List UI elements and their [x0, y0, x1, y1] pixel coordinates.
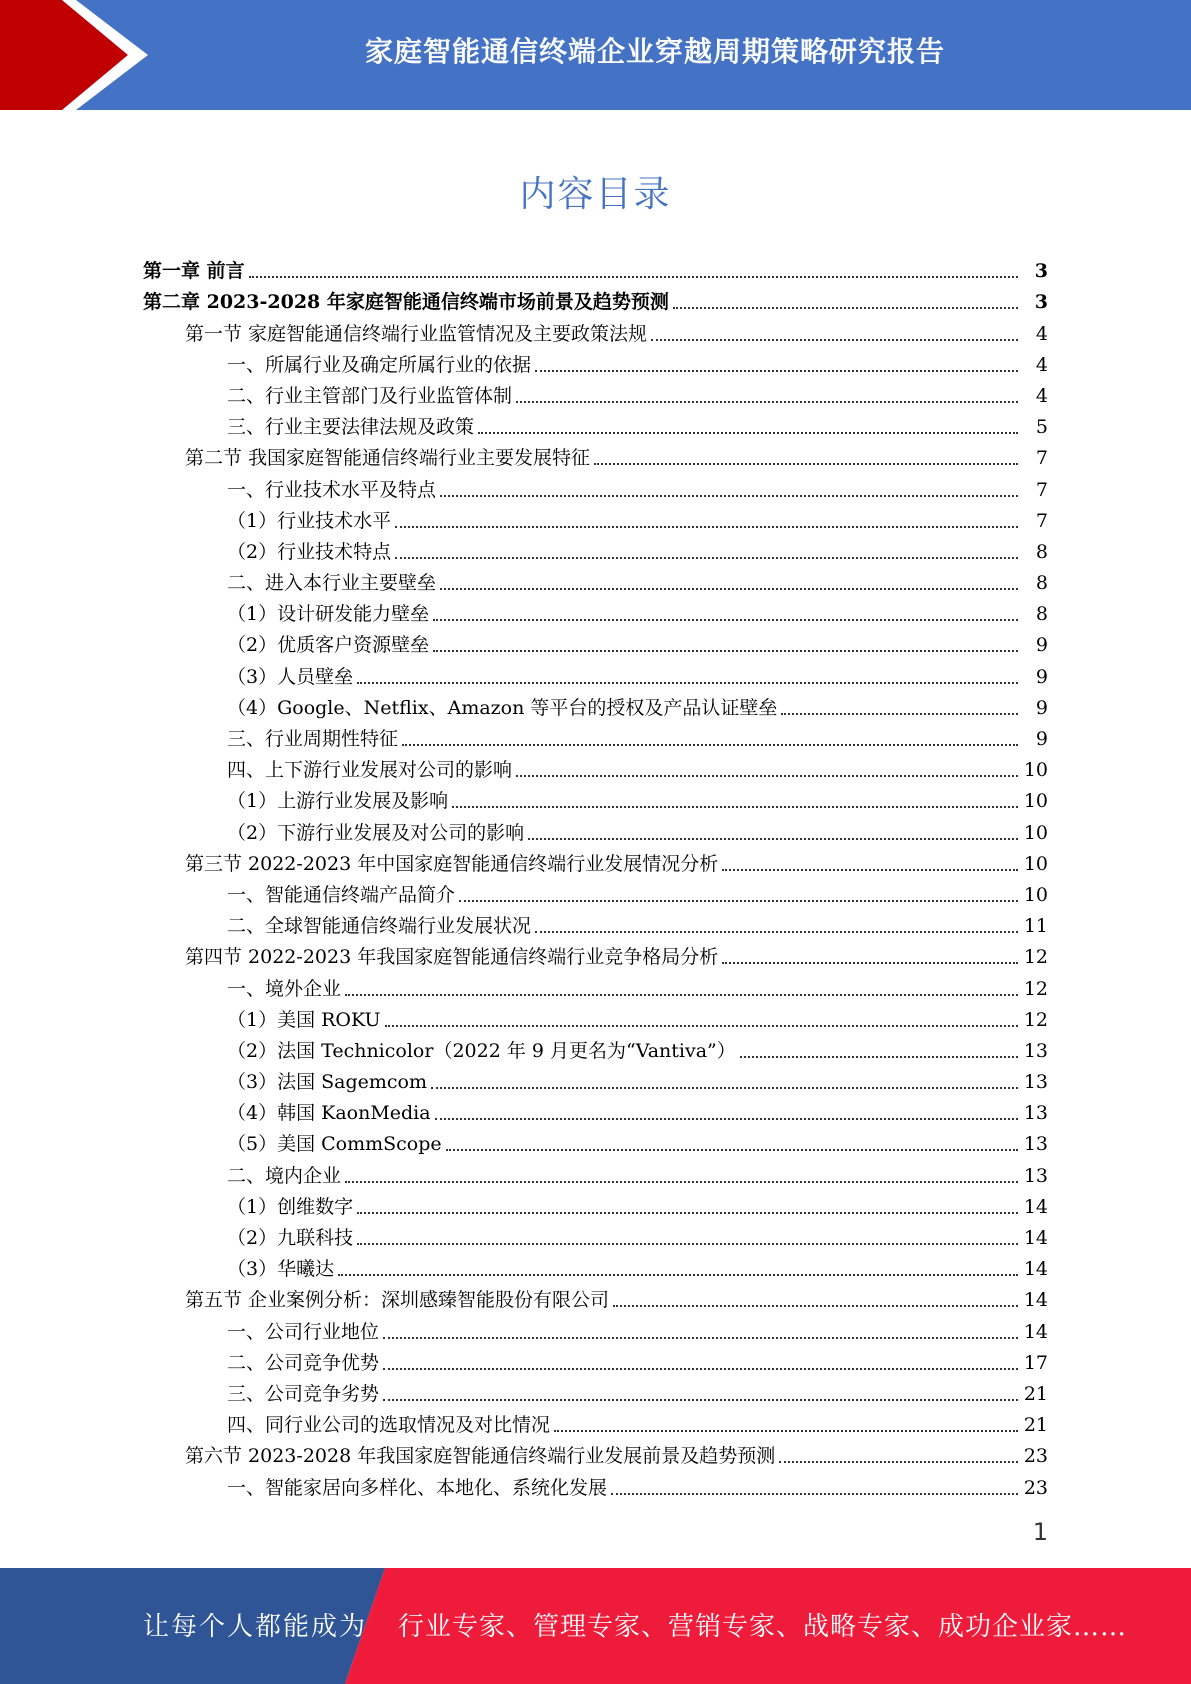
toc-entry[interactable] — [0, 1252, 1191, 1283]
toc-entry[interactable] — [0, 285, 1191, 316]
toc-entry-label: 第二节 我国家庭智能通信终端行业主要发展特征 — [185, 447, 591, 470]
toc-entry[interactable] — [0, 659, 1191, 690]
toc-entry-page: 14 — [1023, 1258, 1048, 1281]
toc-entry[interactable] — [0, 1158, 1191, 1189]
toc-entry[interactable] — [0, 971, 1191, 1002]
toc-dot-leader — [611, 1493, 1018, 1495]
toc-entry-page: 4 — [1035, 353, 1048, 376]
toc-entry-label: （2）行业技术特点 — [227, 540, 392, 563]
toc-entry-label: 四、同行业公司的选取情况及对比情况 — [227, 1414, 551, 1437]
toc-entry-page: 14 — [1023, 1227, 1048, 1249]
toc-entry[interactable] — [0, 847, 1191, 878]
toc-entry[interactable] — [0, 1470, 1191, 1501]
toc-entry-page: 10 — [1023, 852, 1048, 875]
toc-entry-page: 13 — [1023, 1039, 1048, 1062]
toc-dot-leader — [357, 1243, 1018, 1245]
toc-entry-page: 12 — [1023, 1008, 1048, 1031]
toc-entry[interactable] — [0, 1283, 1191, 1314]
toc-entry-label: 一、智能家居向多样化、本地化、系统化发展 — [227, 1476, 608, 1499]
toc-entry-page: 14 — [1023, 1320, 1048, 1343]
toc-dot-leader — [357, 1212, 1018, 1214]
toc-entry-page: 4 — [1035, 322, 1048, 345]
toc-entry-page: 4 — [1035, 384, 1048, 407]
toc-entry-page: 9 — [1035, 696, 1048, 719]
toc-entry-label: （1）设计研发能力壁垒 — [227, 603, 430, 626]
toc-entry-label: （2）九联科技 — [227, 1227, 354, 1249]
page-number: 1 — [1032, 1518, 1048, 1546]
toc-entry-label: 第一节 家庭智能通信终端行业监管情况及主要政策法规 — [185, 322, 648, 345]
toc-entry-page: 9 — [1035, 728, 1048, 750]
toc-dot-leader — [779, 1461, 1018, 1463]
toc-entry[interactable] — [0, 379, 1191, 410]
toc-dot-leader — [651, 339, 1018, 341]
toc-entry-label: （2）下游行业发展及对公司的影响 — [227, 821, 525, 844]
toc-entry-label: （2）法国 Technicolor（2022 年 9 月更名为“Vantiva”） — [227, 1039, 736, 1062]
toc-dot-leader — [383, 1368, 1018, 1370]
toc-dot-leader — [440, 588, 1018, 590]
toc-entry-page: 21 — [1023, 1414, 1048, 1437]
toc-entry-label: 第一章 前言 — [143, 260, 245, 283]
toc-dot-leader — [249, 276, 1018, 278]
toc-entry-page: 12 — [1023, 977, 1048, 1000]
toc-dot-leader — [345, 994, 1018, 996]
toc-entry-page: 23 — [1023, 1476, 1048, 1499]
toc-entry[interactable] — [0, 1377, 1191, 1408]
toc-entry-label: 一、行业技术水平及特点 — [227, 478, 437, 501]
toc-dot-leader — [440, 495, 1018, 497]
toc-entry-label: 三、行业周期性特征 — [227, 728, 399, 750]
toc-entry-page: 13 — [1023, 1102, 1048, 1125]
toc-entry-label: 二、公司竞争优势 — [227, 1351, 380, 1374]
toc-entry-page: 7 — [1035, 447, 1048, 470]
toc-entry-label: 三、公司竞争劣势 — [227, 1382, 380, 1405]
toc-entry[interactable] — [0, 566, 1191, 597]
toc-entry-label: （3）人员壁垒 — [227, 665, 354, 688]
toc-entry-page: 12 — [1023, 946, 1048, 969]
toc-dot-leader — [459, 900, 1018, 902]
toc-entry-label: 二、全球智能通信终端行业发展状况 — [227, 915, 532, 938]
toc-dot-leader — [395, 526, 1018, 528]
toc-entry-page: 13 — [1023, 1133, 1048, 1156]
toc-entry-page: 9 — [1035, 634, 1048, 657]
toc-entry-label: （1）行业技术水平 — [227, 509, 392, 532]
toc-entry-page: 10 — [1023, 790, 1048, 813]
toc-entry-label: 一、智能通信终端产品简介 — [227, 883, 456, 906]
toc-entry[interactable] — [0, 441, 1191, 472]
toc-entry-label: 二、境内企业 — [227, 1164, 342, 1187]
toc-entry-page: 14 — [1023, 1195, 1048, 1218]
header-arrow-icon — [0, 0, 160, 110]
toc-entry-label: （1）上游行业发展及影响 — [227, 790, 449, 813]
toc-dot-leader — [433, 650, 1018, 652]
toc-dot-leader — [338, 1274, 1018, 1276]
toc-dot-leader — [516, 401, 1018, 403]
toc-entry-label: 一、所属行业及确定所属行业的依据 — [227, 353, 532, 376]
toc-entry-page: 7 — [1035, 478, 1048, 501]
toc-dot-leader — [357, 682, 1018, 684]
toc-entry[interactable] — [0, 1439, 1191, 1470]
toc-entry-page: 10 — [1023, 759, 1048, 782]
toc-dot-leader — [528, 838, 1018, 840]
toc-entry-label: 四、上下游行业发展对公司的影响 — [227, 759, 513, 782]
toc-entry-page: 3 — [1034, 260, 1048, 283]
toc-title: 内容目录 — [519, 174, 672, 215]
toc-entry-page: 10 — [1023, 883, 1048, 906]
toc-dot-leader — [433, 619, 1018, 621]
toc-entry-page: 23 — [1023, 1445, 1048, 1468]
table-of-contents — [0, 254, 1191, 1502]
toc-dot-leader — [722, 869, 1018, 871]
toc-entry-page: 8 — [1035, 572, 1048, 595]
toc-entry[interactable] — [0, 535, 1191, 566]
toc-entry[interactable] — [0, 597, 1191, 628]
toc-entry-label: （1）创维数字 — [227, 1195, 354, 1218]
toc-entry[interactable] — [0, 1221, 1191, 1252]
toc-entry-label: 一、公司行业地位 — [227, 1320, 380, 1343]
toc-entry-page: 13 — [1023, 1164, 1048, 1187]
toc-dot-leader — [383, 1337, 1018, 1339]
toc-entry-label: 第三节 2022-2023 年中国家庭智能通信终端行业发展情况分析 — [185, 852, 719, 875]
toc-dot-leader — [345, 1181, 1018, 1183]
toc-entry-page: 13 — [1023, 1071, 1048, 1094]
toc-entry[interactable] — [0, 410, 1191, 441]
toc-entry[interactable] — [0, 1190, 1191, 1221]
toc-entry-page: 17 — [1023, 1351, 1048, 1374]
toc-entry[interactable] — [0, 254, 1191, 285]
toc-entry-label: 二、进入本行业主要壁垒 — [227, 572, 437, 595]
toc-dot-leader — [385, 1025, 1018, 1027]
toc-entry[interactable] — [0, 1034, 1191, 1065]
toc-entry-label: （5）美国 CommScope — [227, 1133, 442, 1156]
toc-dot-leader — [395, 557, 1018, 559]
toc-entry-label: （1）美国 ROKU — [227, 1008, 381, 1031]
toc-dot-leader — [740, 1056, 1018, 1058]
toc-entry[interactable] — [0, 691, 1191, 722]
toc-dot-leader — [446, 1149, 1018, 1151]
toc-dot-leader — [535, 370, 1018, 372]
toc-dot-leader — [722, 962, 1018, 964]
toc-entry-label: （3）华曦达 — [227, 1258, 335, 1281]
toc-entry-label: （4）Google、Netflix、Amazon 等平台的授权及产品认证壁垒 — [227, 696, 778, 719]
header-band — [0, 0, 1191, 110]
toc-dot-leader — [383, 1399, 1018, 1401]
toc-entry[interactable] — [0, 1003, 1191, 1034]
toc-entry-page: 11 — [1023, 915, 1048, 938]
toc-entry-label: 第二章 2023-2028 年家庭智能通信终端市场前景及趋势预测 — [143, 291, 669, 314]
toc-entry-page: 8 — [1035, 603, 1048, 626]
toc-dot-leader — [673, 307, 1018, 309]
toc-entry[interactable] — [0, 316, 1191, 347]
toc-entry-page: 21 — [1023, 1382, 1048, 1405]
toc-entry-label: （3）法国 Sagemcom — [227, 1071, 427, 1094]
toc-dot-leader — [613, 1305, 1018, 1307]
toc-entry-page: 14 — [1023, 1289, 1048, 1312]
toc-entry-page: 7 — [1035, 509, 1048, 532]
toc-entry[interactable] — [0, 628, 1191, 659]
toc-entry[interactable] — [0, 909, 1191, 940]
toc-dot-leader — [781, 713, 1018, 715]
toc-entry-label: 第五节 企业案例分析：深圳感臻智能股份有限公司 — [185, 1289, 610, 1312]
toc-entry[interactable] — [0, 722, 1191, 753]
toc-entry-label: 第六节 2023-2028 年我国家庭智能通信终端行业发展前景及趋势预测 — [185, 1445, 776, 1468]
toc-entry-label: 三、行业主要法律法规及政策 — [227, 416, 475, 439]
toc-dot-leader — [452, 806, 1018, 808]
toc-dot-leader — [431, 1087, 1018, 1089]
toc-entry-label: （2）优质客户资源壁垒 — [227, 634, 430, 657]
toc-entry-page: 10 — [1023, 821, 1048, 844]
footer-banner — [0, 1568, 1191, 1684]
toc-entry[interactable] — [0, 1127, 1191, 1158]
toc-entry[interactable] — [0, 1314, 1191, 1345]
footer-slogan-right: 行业专家、管理专家、营销专家、战略专家、成功企业家…… — [398, 1612, 1128, 1642]
toc-entry-label: 一、境外企业 — [227, 977, 342, 1000]
toc-entry[interactable] — [0, 1096, 1191, 1127]
header-title: 家庭智能通信终端企业穿越周期策略研究报告 — [364, 35, 945, 68]
toc-entry[interactable] — [0, 348, 1191, 379]
toc-entry[interactable] — [0, 472, 1191, 503]
toc-entry-label: （4）韩国 KaonMedia — [227, 1102, 431, 1125]
toc-dot-leader — [535, 931, 1018, 933]
toc-entry[interactable] — [0, 878, 1191, 909]
toc-entry[interactable] — [0, 1065, 1191, 1096]
toc-dot-leader — [554, 1430, 1018, 1432]
toc-entry-page: 5 — [1035, 416, 1048, 439]
toc-entry[interactable] — [0, 504, 1191, 535]
toc-entry[interactable] — [0, 940, 1191, 971]
toc-entry[interactable] — [0, 753, 1191, 784]
toc-entry[interactable] — [0, 1408, 1191, 1439]
toc-entry-label: 二、行业主管部门及行业监管体制 — [227, 384, 513, 407]
toc-entry-page: 8 — [1035, 540, 1048, 563]
toc-dot-leader — [402, 744, 1018, 746]
toc-dot-leader — [594, 463, 1018, 465]
toc-entry-page: 9 — [1035, 665, 1048, 688]
toc-dot-leader — [435, 1118, 1018, 1120]
toc-entry-page: 3 — [1034, 291, 1048, 314]
toc-entry[interactable] — [0, 815, 1191, 846]
toc-entry[interactable] — [0, 1346, 1191, 1377]
footer-slogan-left: 让每个人都能成为 — [143, 1612, 368, 1642]
toc-dot-leader — [516, 775, 1018, 777]
toc-entry[interactable] — [0, 784, 1191, 815]
toc-dot-leader — [478, 432, 1018, 434]
toc-entry-label: 第四节 2022-2023 年我国家庭智能通信终端行业竞争格局分析 — [185, 946, 719, 969]
